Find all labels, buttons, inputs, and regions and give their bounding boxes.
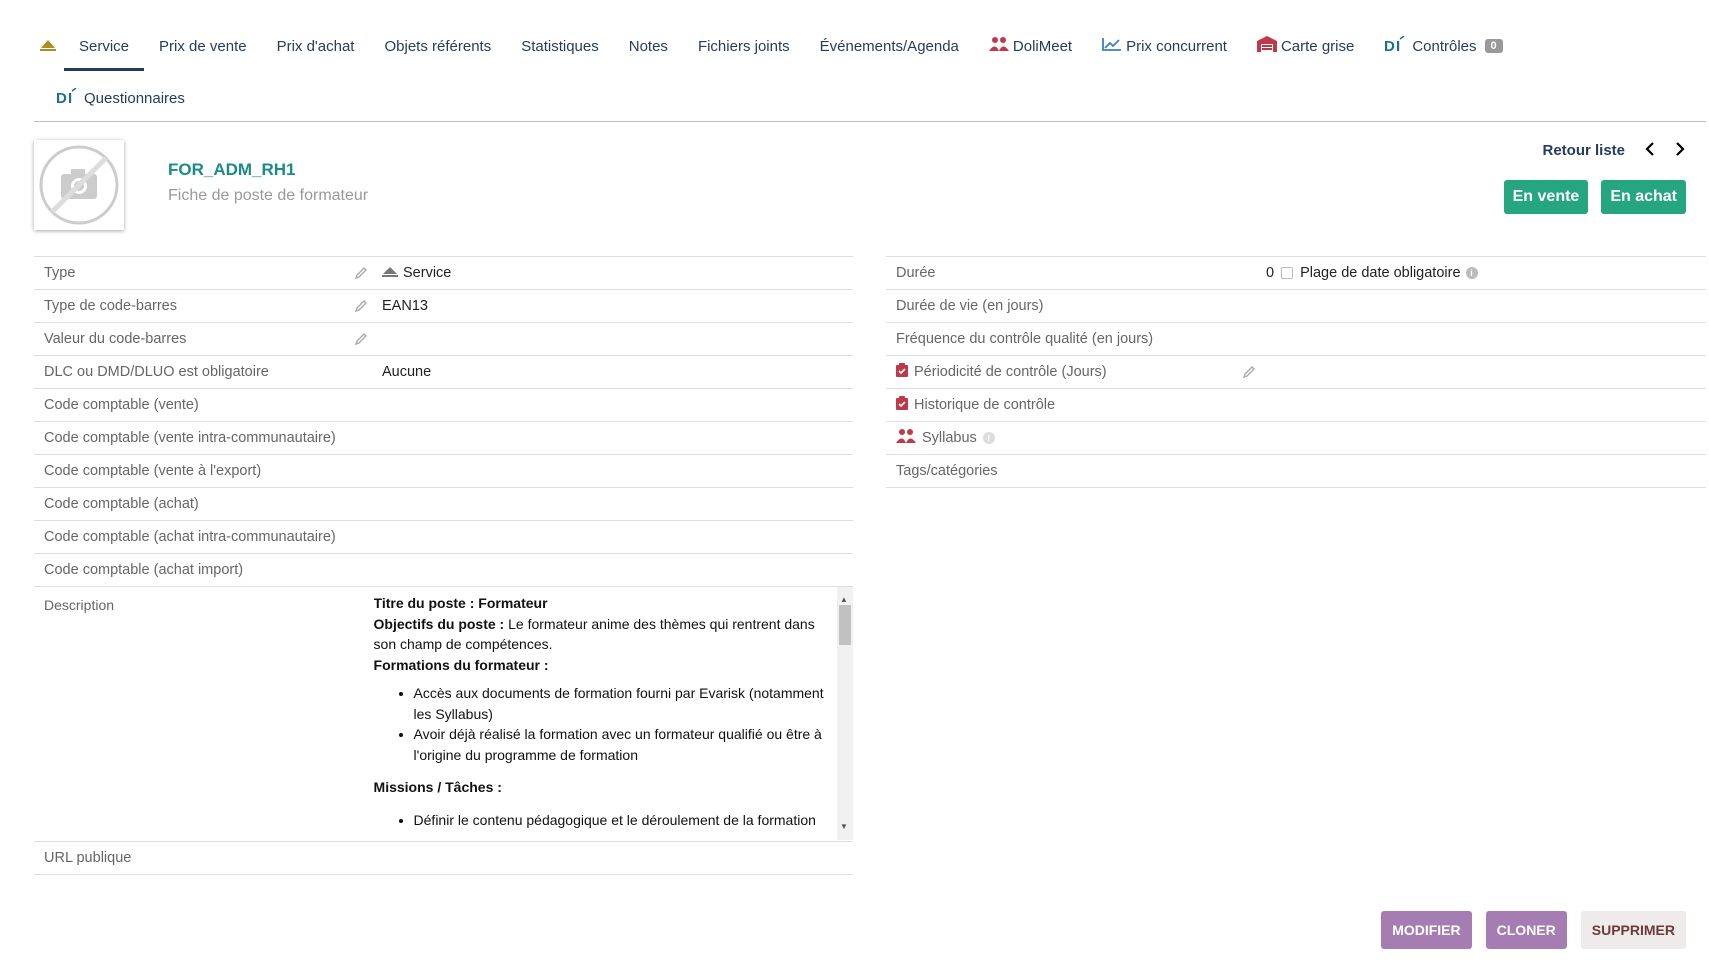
field-row-accounting-sale-intra	[34, 422, 853, 455]
action-buttons	[1381, 911, 1686, 949]
clipboard-check-icon	[896, 396, 908, 414]
field-label: URL publique	[44, 850, 132, 866]
field-label: Fréquence du contrôle qualité (en jours)	[896, 331, 1154, 347]
field-label: Valeur du code-barres	[44, 331, 187, 347]
list-item: • Définir le contenu pédagogique et le déroulement de la formation	[414, 810, 835, 831]
field-value	[376, 265, 451, 281]
tab-fichiers-joints[interactable]	[683, 22, 805, 70]
delete-button[interactable]: SUPPRIMER	[1581, 911, 1686, 949]
field-value: EAN13	[382, 298, 428, 314]
field-label: DLC ou DMD/DLUO est obligatoire	[44, 364, 269, 380]
field-label	[886, 429, 1234, 447]
tab-label: Objets référents	[384, 37, 492, 55]
tab-prix-concurrent[interactable]	[1087, 22, 1242, 70]
field-label: Durée de vie (en jours)	[896, 298, 1044, 314]
tab-bar	[34, 22, 1706, 122]
chevron-left-icon[interactable]	[1645, 140, 1655, 161]
field-row-accounting-buy	[34, 488, 853, 521]
field-row-accounting-buy-intra	[34, 521, 853, 554]
checkbox-label: Plage de date obligatoire	[1300, 265, 1461, 281]
tab-dolimeet[interactable]	[974, 22, 1087, 70]
info-icon: i	[983, 432, 995, 444]
status-en-achat-badge: En achat	[1601, 180, 1686, 214]
field-label: Code comptable (achat intra-communautaire)	[44, 529, 336, 545]
record-navigation	[1542, 140, 1685, 161]
field-row-accounting-buy-import	[34, 554, 853, 587]
tab-objets-referents[interactable]	[369, 22, 506, 70]
tab-label: Événements/Agenda	[819, 37, 959, 55]
field-row-tags	[886, 455, 1706, 488]
field-value	[1260, 265, 1478, 281]
field-label: Code comptable (vente)	[44, 397, 199, 413]
tab-questionnaires[interactable]	[34, 74, 200, 122]
svg-text:I: I	[68, 90, 73, 104]
tab-label: DoliMeet	[1012, 37, 1073, 55]
field-label: Code comptable (achat import)	[44, 562, 244, 578]
field-row-periodicite	[886, 356, 1706, 389]
tab-label: Service	[79, 37, 130, 55]
field-row-accounting-sale	[34, 389, 853, 422]
tab-notes[interactable]	[614, 22, 683, 70]
tab-prix-vente[interactable]	[144, 22, 262, 70]
field-label-text: Périodicité de contrôle (Jours)	[914, 364, 1107, 380]
tab-carte-grise[interactable]	[1242, 22, 1369, 70]
field-value: Aucune	[382, 364, 432, 380]
pencil-icon[interactable]	[346, 332, 376, 346]
scroll-thumb[interactable]	[839, 605, 851, 645]
field-row-description	[34, 587, 853, 842]
svg-text:D: D	[1384, 38, 1396, 52]
tab-label: Prix concurrent	[1126, 37, 1227, 55]
desc-missions-list	[414, 810, 853, 831]
status-en-vente-badge: En vente	[1504, 180, 1589, 214]
status-badges	[1504, 180, 1686, 214]
di-icon	[1384, 36, 1408, 56]
scroll-up-icon[interactable]: ▲	[840, 595, 848, 604]
field-label-text: Syllabus	[922, 430, 977, 446]
desc-missions-heading: Missions / Tâches :	[373, 779, 502, 795]
people-icon	[896, 429, 916, 447]
left-fields-table	[34, 256, 853, 875]
people-icon	[989, 37, 1009, 55]
tab-label: Prix d'achat	[276, 37, 355, 55]
pencil-icon[interactable]	[346, 266, 376, 280]
field-value-text: Service	[403, 265, 452, 281]
desc-formations-list	[414, 683, 853, 765]
info-icon: i	[1466, 267, 1478, 279]
chart-icon	[1102, 37, 1122, 55]
tab-evenements-agenda[interactable]	[805, 22, 974, 70]
field-row-url-publique	[34, 842, 853, 875]
field-row-syllabus	[886, 422, 1706, 455]
di-icon	[56, 88, 80, 108]
tab-controles[interactable]	[1369, 22, 1517, 70]
pencil-icon[interactable]	[346, 299, 376, 313]
list-item: • Accès aux documents de formation fourni par Evarisk (notamment les Syllabus)	[414, 683, 835, 724]
field-label	[886, 363, 1234, 381]
right-fields-table	[886, 256, 1706, 488]
desc-objectifs: Objectifs du poste : Le formateur anime des thèmes qui rentrent dans son champ de compétences.	[373, 615, 815, 652]
service-icon	[382, 265, 398, 281]
chevron-right-icon[interactable]	[1675, 140, 1685, 161]
field-row-duree-vie	[886, 290, 1706, 323]
garage-icon	[1257, 36, 1277, 56]
tab-label: Carte grise	[1280, 37, 1355, 55]
field-row-accounting-sale-export	[34, 455, 853, 488]
field-label: Durée	[896, 265, 936, 281]
field-row-frequence	[886, 323, 1706, 356]
tab-label: Statistiques	[521, 37, 599, 55]
scroll-down-icon[interactable]: ▼	[840, 821, 848, 831]
no-photo-icon	[38, 144, 120, 226]
tab-label: Fichiers joints	[697, 37, 790, 55]
tab-label: Prix de vente	[159, 37, 247, 55]
desc-formations-heading: Formations du formateur :	[373, 656, 549, 673]
tab-label: Contrôles	[1412, 37, 1477, 55]
field-row-type	[34, 257, 853, 290]
tab-prix-achat[interactable]	[262, 22, 370, 70]
description-content[interactable]	[374, 587, 853, 840]
field-label: Tags/catégories	[896, 463, 998, 479]
tab-row-2	[34, 74, 200, 122]
field-label: Type	[44, 265, 76, 281]
clipboard-check-icon	[896, 363, 908, 381]
field-row-duree	[886, 257, 1706, 290]
date-range-required-checkbox[interactable]	[1281, 267, 1293, 279]
service-type-icon	[34, 38, 64, 54]
svg-text:D: D	[56, 90, 67, 104]
product-photo-placeholder[interactable]	[34, 140, 124, 230]
field-label: Code comptable (achat)	[44, 496, 199, 512]
desc-title: Titre du poste : Formateur	[373, 595, 548, 611]
field-label: Code comptable (vente à l'export)	[44, 463, 262, 479]
product-ref: FOR_ADM_RH1	[168, 160, 296, 179]
list-item: • Avoir déjà réalisé la formation avec un formateur qualifié ou être à l'origine du programme de formation	[414, 724, 835, 765]
tab-statistiques[interactable]	[506, 22, 614, 70]
tab-label: Questionnaires	[84, 89, 185, 107]
tab-row-1	[34, 22, 1706, 70]
field-row-historique	[886, 389, 1706, 422]
tab-service[interactable]	[64, 22, 144, 70]
description-scrollbar[interactable]	[837, 587, 853, 840]
pencil-icon[interactable]	[1234, 365, 1264, 379]
count-badge: 0	[1485, 39, 1503, 53]
field-row-barcode-type	[34, 290, 853, 323]
field-row-dlc	[34, 356, 853, 389]
field-label-text: Historique de contrôle	[914, 397, 1056, 413]
clone-button[interactable]: CLONER	[1486, 911, 1567, 949]
back-to-list-link[interactable]: Retour liste	[1542, 142, 1625, 159]
tab-label: Notes	[628, 37, 668, 55]
product-label: Fiche de poste de formateur	[168, 187, 369, 204]
field-label: Description	[44, 597, 115, 613]
modify-button[interactable]: MODIFIER	[1381, 911, 1471, 949]
svg-text:I: I	[1396, 38, 1401, 52]
field-label: Type de code-barres	[44, 298, 177, 314]
field-row-barcode-value	[34, 323, 853, 356]
field-label	[886, 396, 1234, 414]
field-label: Code comptable (vente intra-communautaire)	[44, 430, 336, 446]
duration-value: 0	[1266, 265, 1275, 281]
